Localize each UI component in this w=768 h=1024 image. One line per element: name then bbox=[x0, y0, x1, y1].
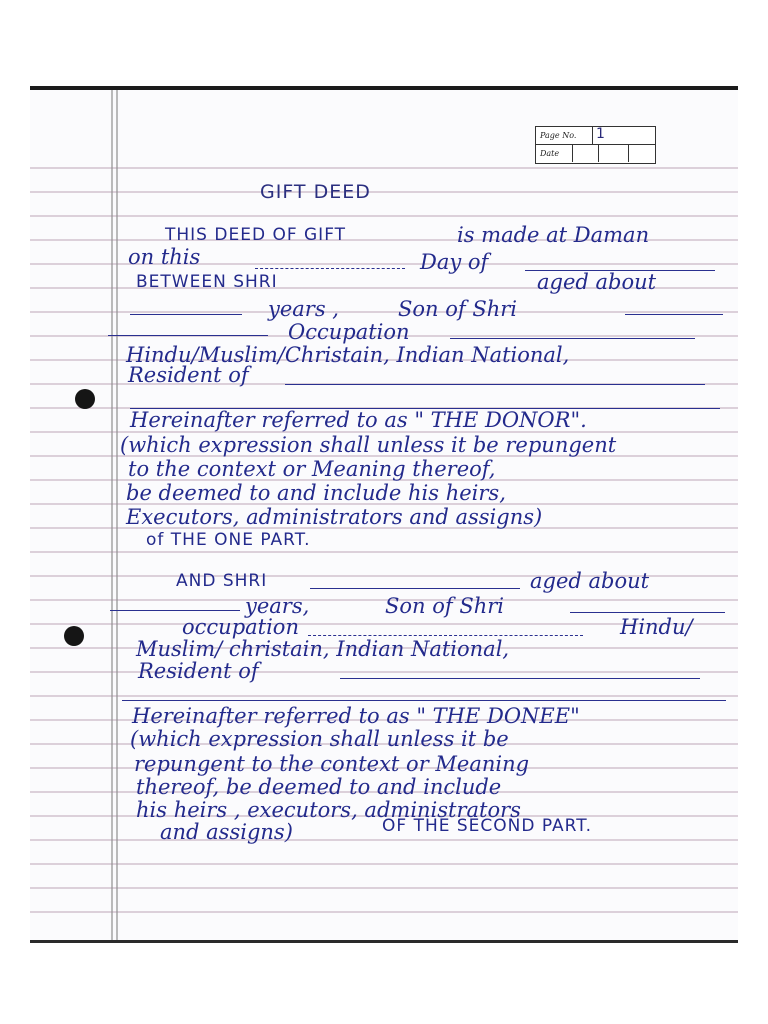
donee-line-5: Resident of bbox=[138, 659, 259, 683]
donee-line-3b: Hindu/ bbox=[620, 615, 693, 639]
deed-line-6: Hindu/Muslim/Christain, Indian National, bbox=[126, 343, 570, 367]
donee-line-2a: years, bbox=[245, 594, 310, 618]
age-blank bbox=[130, 314, 242, 315]
page-number-box bbox=[535, 126, 656, 164]
deed-line-1a: THIS DEED OF GIFT bbox=[165, 225, 347, 245]
father-blank bbox=[625, 314, 723, 315]
notebook-page bbox=[30, 86, 738, 943]
day-blank bbox=[255, 268, 405, 269]
residence-blank bbox=[285, 384, 705, 385]
deed-line-4a: years , bbox=[268, 297, 339, 321]
donor-line-1: Hereinafter referred to as " THE DONOR". bbox=[130, 408, 587, 432]
donee-desc-6a: and assigns) bbox=[160, 820, 293, 844]
deed-line-2b: Day of bbox=[420, 250, 489, 274]
donee-intro-a: AND SHRI bbox=[176, 571, 268, 591]
donee-residence-blank bbox=[340, 678, 700, 679]
deed-line-3a: BETWEEN SHRI bbox=[136, 272, 278, 292]
donee-line-4: Muslim/ christain, Indian National, bbox=[136, 637, 510, 661]
punch-hole-bottom bbox=[64, 626, 84, 646]
deed-line-2a: on this bbox=[128, 245, 201, 269]
deed-line-1b: is made at Daman bbox=[457, 223, 650, 247]
donor-line-3: to the context or Meaning thereof, bbox=[128, 457, 496, 481]
donee-desc-2: (which expression shall unless it be bbox=[130, 727, 509, 751]
donee-residence-blank-2 bbox=[122, 700, 726, 701]
donee-line-3a: occupation bbox=[182, 615, 299, 639]
prefix-blank bbox=[108, 335, 268, 336]
donee-intro-b: aged about bbox=[530, 569, 650, 593]
donee-line-2b: Son of Shri bbox=[385, 594, 504, 618]
date-label: Date bbox=[540, 149, 560, 158]
page-no-label: Page No. bbox=[540, 131, 577, 140]
punch-hole-top bbox=[75, 389, 95, 409]
donee-father-blank bbox=[570, 612, 725, 613]
deed-line-3b: aged about bbox=[537, 270, 657, 294]
donee-desc-3: repungent to the context or Meaning bbox=[134, 752, 530, 776]
donee-name-blank bbox=[310, 588, 520, 589]
donor-line-5: Executors, administrators and assigns) bbox=[126, 505, 543, 529]
donor-line-4: be deemed to and include his heirs, bbox=[126, 481, 506, 505]
donor-line-2: (which expression shall unless it be repungent bbox=[120, 433, 617, 457]
donee-age-blank bbox=[110, 610, 240, 611]
deed-line-5: Occupation bbox=[288, 320, 410, 344]
donee-desc-6b: OF THE SECOND PART. bbox=[382, 816, 593, 836]
deed-line-4b: Son of Shri bbox=[398, 297, 517, 321]
occupation-blank bbox=[450, 338, 695, 339]
document-title: GIFT DEED bbox=[260, 181, 371, 203]
page-no-value: 1 bbox=[596, 126, 605, 142]
donee-desc-1: Hereinafter referred to as " THE DONEE" bbox=[132, 704, 580, 728]
donee-desc-4: thereof, be deemed to and include bbox=[136, 775, 502, 799]
deed-line-7: Resident of bbox=[128, 363, 249, 387]
donor-line-6: of THE ONE PART. bbox=[146, 530, 311, 550]
donee-occupation-blank bbox=[308, 635, 583, 636]
donee-desc-5: his heirs , executors, administrators bbox=[136, 798, 521, 822]
